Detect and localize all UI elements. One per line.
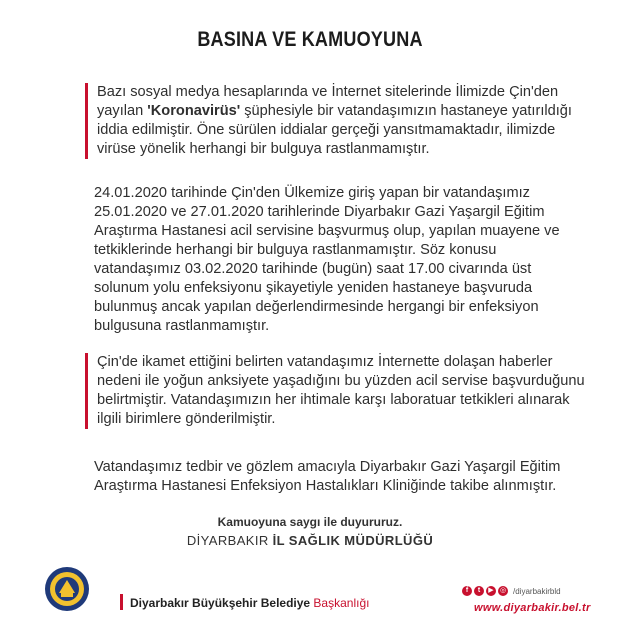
facebook-icon[interactable]: f	[462, 586, 472, 596]
paragraph-2	[85, 184, 606, 336]
social-handle[interactable]: /diyarbakirbld	[513, 586, 561, 596]
footer-accent-bar	[120, 594, 123, 610]
municipality-logo-icon	[44, 566, 90, 612]
signatory	[0, 533, 620, 548]
organization-name-bold: Diyarbakır Büyükşehir Belediye	[130, 596, 311, 610]
paragraph-4	[85, 458, 606, 496]
paragraph-line: nedeni ile yoğun anksiyete yaşadığını bu yüzden acil servise başvurduğunu	[97, 373, 585, 389]
koronavirus-keyword: 'Koronavirüs'	[147, 103, 241, 119]
organization-name-suffix: Başkanlığı	[310, 596, 370, 610]
paragraph-line: Bazı sosyal medya hesaplarında ve İnternet sitelerinde İlimizde Çin'den	[97, 84, 559, 100]
footer	[0, 566, 620, 620]
twitter-icon[interactable]: t	[474, 586, 484, 596]
paragraph-line	[97, 102, 609, 121]
signatory-office: İL SAĞLIK MÜDÜRLÜĞÜ	[272, 533, 434, 548]
paragraph-line: Araştırma Hastanesi acil servisine başvurmuş olup, yapılan muayene ve	[94, 223, 560, 239]
paragraph-line: 25.01.2020 ve 27.01.2020 tarihlerinde Diyarbakır Gazi Yaşargil Eğitim	[94, 204, 545, 220]
instagram-icon[interactable]: ◎	[499, 587, 507, 594]
paragraph-line: Çin'de ikamet ettiğini belirten vatandaşımız İnternette dolaşan haberler	[97, 354, 553, 370]
paragraph-text: yayılan	[97, 103, 148, 119]
paragraph-line: bulgusuna rastlanmamıştır.	[94, 318, 270, 334]
paragraph-line: vatandaşımız 03.02.2020 tarihinde (bugün) saat 17.00 civarında üst	[94, 261, 532, 277]
page-title: BASINA VE KAMUOYUNA	[197, 28, 423, 51]
social-links	[462, 586, 561, 596]
youtube-icon[interactable]: ▶	[486, 586, 496, 596]
paragraph-line: tetkiklerinde herhangi bir bulguya rastlanmamıştır. Söz konusu	[94, 242, 497, 258]
website-link[interactable]: www.diyarbakir.bel.tr	[474, 602, 591, 614]
organization-name	[130, 596, 369, 610]
paragraph-line: solunum yolu enfeksiyonu şikayetiyle yeniden hastaneye başvuruda	[94, 280, 533, 296]
signatory-city: DİYARBAKIR	[186, 533, 273, 548]
paragraph-line: Vatandaşımız tedbir ve gözlem amacıyla Diyarbakır Gazi Yaşargil Eğitim	[94, 459, 561, 475]
paragraph-line: iddia edilmiştir. Öne sürülen iddialar gerçeği yansıtmamaktadır, ilimizde	[97, 122, 556, 138]
paragraph-line: bulunmuş ancak yapılan değerlendirmesinde hergangi bir enfeksiyon	[94, 299, 539, 315]
paragraph-1	[85, 83, 609, 159]
paragraph-line: 24.01.2020 tarihinde Çin'den Ülkemize giriş yapan bir vatandaşımız	[94, 185, 530, 201]
closing-line: Kamuoyuna saygı ile duyururuz.	[217, 515, 403, 529]
paragraph-line: virüse yönelik herhangi bir bulguya rastlanmamıştır.	[97, 141, 430, 157]
paragraph-text: şüphesiyle bir vatandaşımızın hastaneye yatırıldığı	[240, 103, 572, 119]
paragraph-line: Araştırma Hastanesi Enfeksiyon Hastalıkları Kliniğinde takibe alınmıştır.	[94, 478, 557, 494]
paragraph-3	[85, 353, 609, 429]
paragraph-line: ilgili birimlere gönderilmiştir.	[97, 411, 276, 427]
paragraph-line: belirtmiştir. Vatandaşımızın her ihtimale karşı laboratuar tetkikleri alınarak	[97, 392, 570, 408]
